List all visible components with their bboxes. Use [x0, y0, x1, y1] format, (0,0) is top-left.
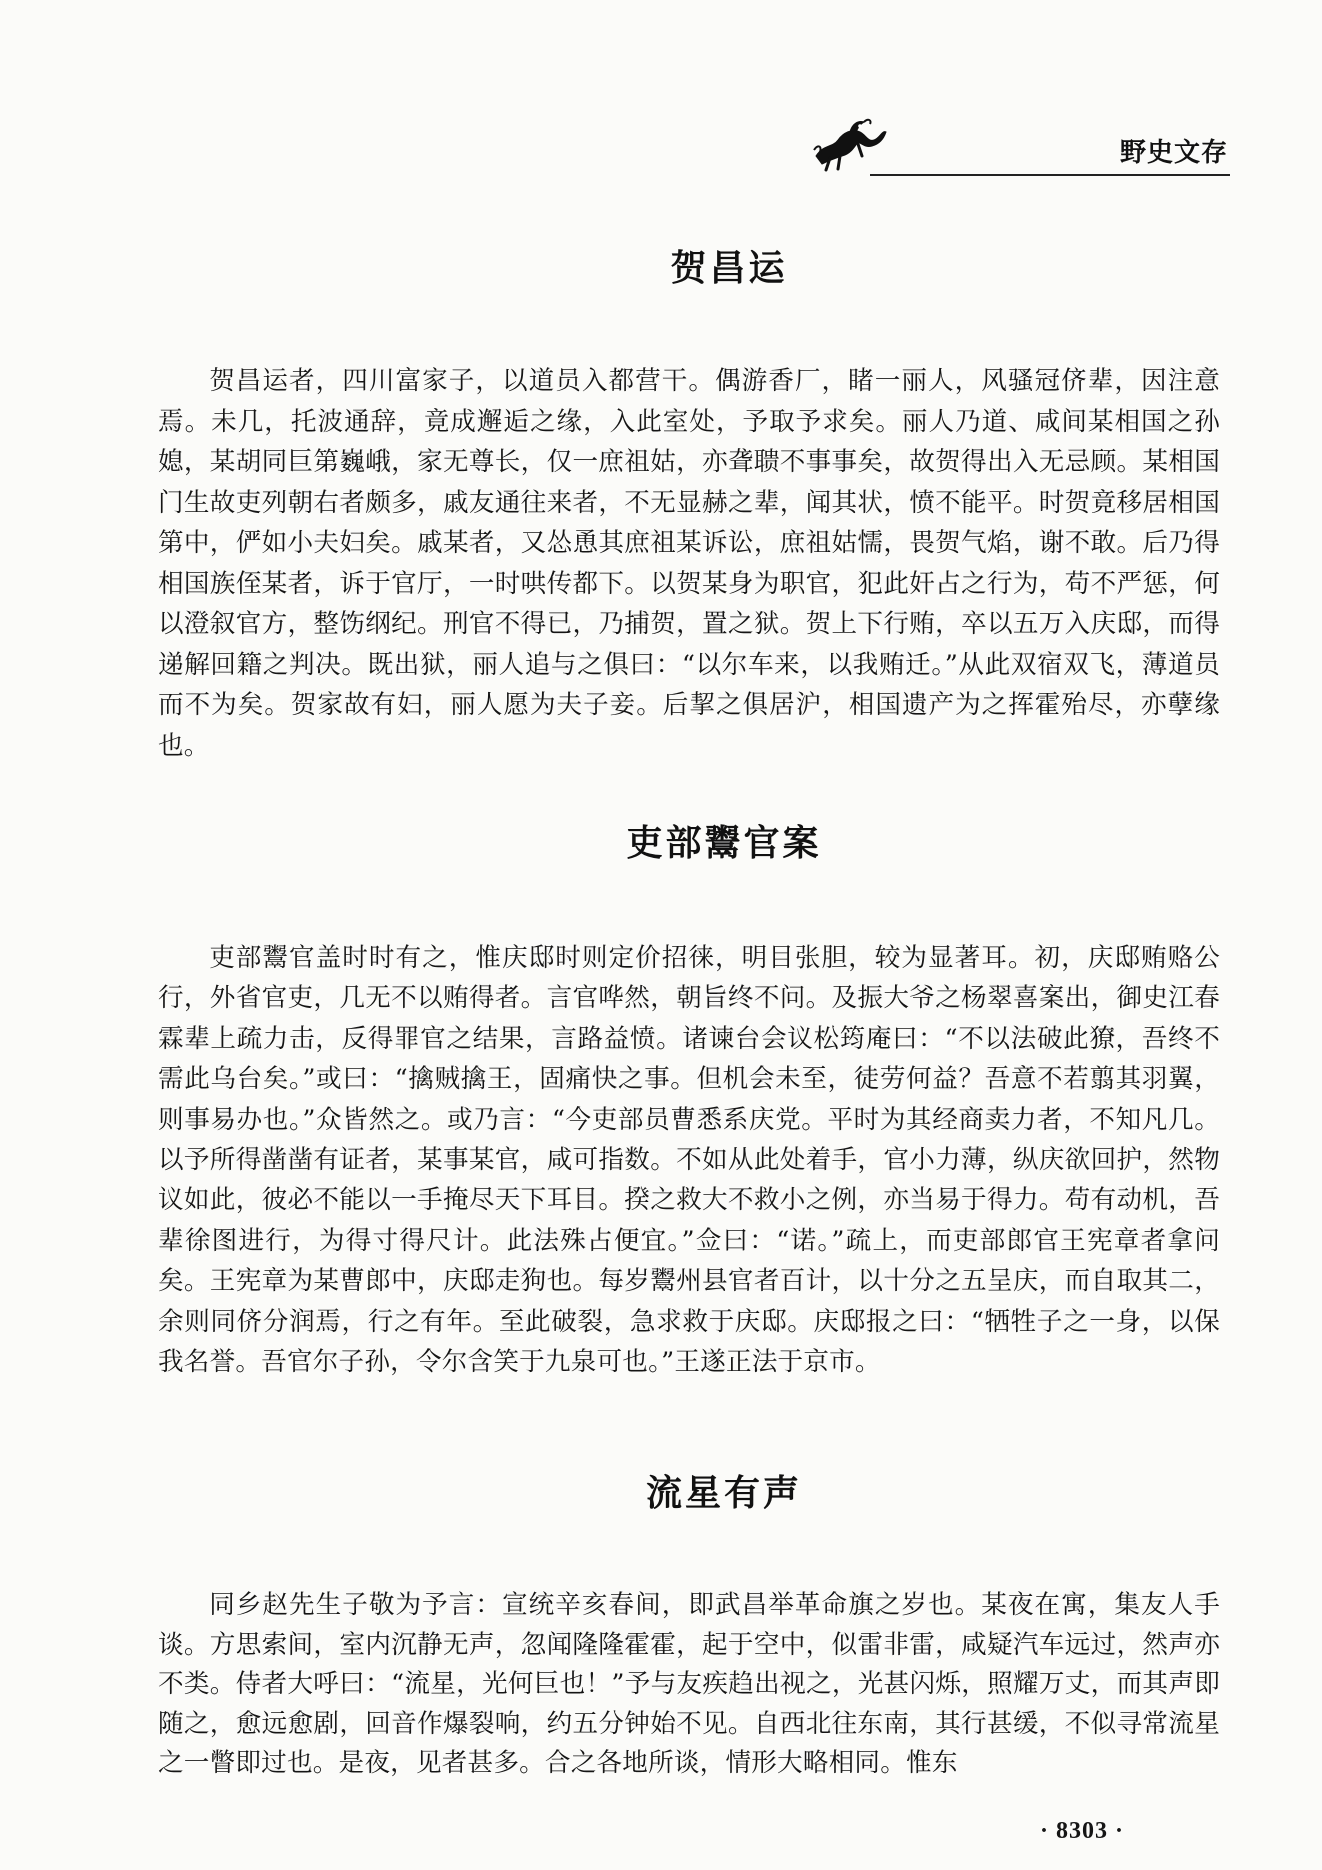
article-body: 贺昌运者，四川富家子，以道员入都营干。偶游香厂，睹一丽人，风骚冠侪辈，因注意焉。未几，托波通辞，竟成邂逅之缘，入此室处，予取予求矣。丽人乃道、咸间某相国之孙媳，某胡同巨第巍峨，家无尊长，仅一庶祖姑，亦聋聩不事事矣，故贺得出入无忌顾。某相国门生故吏列朝右者颇多，戚友通往来者，不无显赫之辈，闻其状，愤不能平。时贺竟移居相国第中，俨如小夫妇矣。戚某者，又怂恿其庶祖某诉讼，庶祖姑懦，畏贺气焰，谢不敢。后乃得相国族侄某者，诉于官厅，一时哄传都下。以贺某身为职官，犯此奸占之行为，苟不严惩，何以澄叙官方，整饬纲纪。刑官不得已，乃捕贺，置之狱。贺上下行贿，卒以五万入庆邸，而得递解回籍之判决。既出狱，丽人追与之俱曰：“以尔车来，以我贿迁。”从此双宿双飞，薄道员而不为矣。贺家故有妇，丽人愿为夫子妾。后挈之俱居沪，相国遗产为之挥霍殆尽，亦孽缘也。: [158, 366, 1220, 761]
header-rule: [870, 174, 1230, 176]
series-title: 野史文存: [1119, 138, 1228, 168]
article-libu-yuguan-an: [158, 815, 1220, 1382]
article-body: 同乡赵先生子敬为予言：宣统辛亥春间，即武昌举革命旗之岁也。某夜在寓，集友人手谈。方思索间，室内沉静无声，忽闻隆隆霍霍，起于空中，似雷非雷，咸疑汽车远过，然声亦不类。侍者大呼曰：“流星，光何巨也！”予与友疾趋出视之，光甚闪烁，照耀万丈，而其声即随之，愈远愈剧，回音作爆裂响，约五分钟始不见。自西北往东南，其行甚缓，不似寻常流星之一瞥即过也。是夜，见者甚多。合之各地所谈，情形大略相同。惟东: [158, 1590, 1220, 1779]
article-he-changyun: [158, 240, 1220, 766]
running-header: [810, 110, 1230, 180]
article-liuxing-yousheng: [158, 1465, 1220, 1784]
article-title: 流星有声: [645, 1473, 802, 1514]
dragon-emblem-icon: [810, 114, 890, 174]
article-body: 吏部鬻官盖时时有之，惟庆邸时则定价招徕，明目张胆，较为显著耳。初，庆邸贿赂公行，外省官吏，几无不以贿得者。言官哗然，朝旨终不问。及振大爷之杨翠喜案出，御史江春霖辈上疏力击，反得罪官之结果，言路益愤。诸谏台会议松筠庵曰：“不以法破此獠，吾终不需此乌台矣。”或曰：“擒贼擒王，固痛快之事。但机会未至，徒劳何益？吾意不若翦其羽翼，则事易办也。”众皆然之。或乃言：“今吏部员曹悉系庆党。平时为其经商卖力者，不知凡几。以予所得凿凿有证者，某事某官，咸可指数。不如从此处着手，官小力薄，纵庆欲回护，然物议如此，彼必不能以一手掩尽天下耳目。揆之救大不救小之例，亦当易于得力。苟有动机，吾辈徐图进行，为得寸得尺计。此法殊占便宜。”佥曰：“诺。”疏上，而吏部郎官王宪章者拿问矣。王宪章为某曹郎中，庆邸走狗也。每岁鬻州县官者百计，以十分之五呈庆，而自取其二，余则同侪分润焉，行之有年。至此破裂，急求救于庆邸。庆邸报之曰：“牺牲子之一身，以保我名誉。吾官尔子孙，令尔含笑于九泉可也。”王遂正法于京市。: [158, 943, 1220, 1378]
page-number: · 8303 ·: [1040, 1818, 1125, 1844]
article-title: 贺昌运: [670, 248, 788, 289]
article-title: 吏部鬻官案: [626, 823, 822, 864]
